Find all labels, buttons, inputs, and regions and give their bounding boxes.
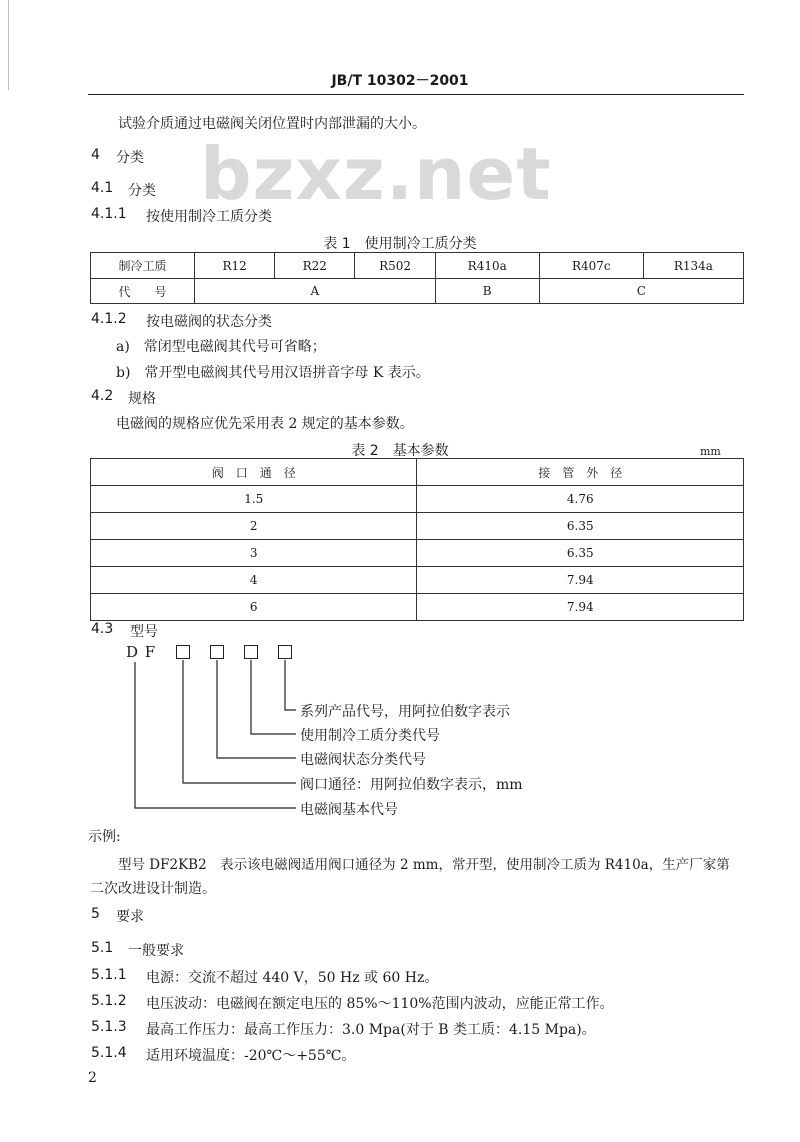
section-4-1-1-title: 按使用制冷工质分类 [146, 209, 272, 225]
section-5-1-2-number: 5.1.2 [91, 993, 127, 1009]
table1-row1-label: 制冷工质 [91, 253, 195, 279]
model-prefix: D F [126, 643, 157, 661]
section-4-1-1-number: 4.1.1 [91, 206, 127, 222]
intro-line: 试验介质通过电磁阀关闭位置时内部泄漏的大小。 [118, 116, 426, 132]
watermark: bzxz.net [200, 132, 552, 216]
table2-cell: 2 [91, 513, 417, 540]
leader-base [135, 662, 296, 808]
section-5-1-1-number: 5.1.1 [91, 967, 127, 983]
section-4-1-title: 分类 [128, 183, 156, 199]
section-5-1-1-text: 电源：交流不超过 440 V，50 Hz 或 60 Hz。 [146, 970, 439, 986]
list-item-a: a) 常闭型电磁阀其代号可省略； [116, 339, 326, 355]
section-5-number: 5 [91, 906, 100, 922]
leader-bore [183, 660, 296, 783]
list-item-b: b) 常开型电磁阀其代号用汉语拼音字母 K 表示。 [116, 365, 430, 381]
model-label-state: 电磁阀状态分类代号 [300, 752, 426, 768]
model-label-series: 系列产品代号，用阿拉伯数字表示 [300, 704, 510, 720]
table2-cell: 3 [91, 540, 417, 567]
table2-cell: 7.94 [417, 567, 744, 594]
table2-header: 阀 口 通 径 [91, 459, 417, 486]
section-4-2-text: 电磁阀的规格应优先采用表 2 规定的基本参数。 [116, 416, 414, 432]
section-5-1-number: 5.1 [91, 940, 114, 956]
table1-cell: R410a [435, 253, 539, 279]
table1-cell: A [195, 279, 436, 304]
model-label-bore: 阀口通径：用阿拉伯数字表示，mm [300, 777, 523, 793]
section-5-1-4-number: 5.1.4 [91, 1045, 127, 1061]
section-5-1-title: 一般要求 [128, 943, 184, 959]
table2-cell: 1.5 [91, 486, 417, 513]
leader-state [217, 660, 296, 758]
table1-cell: R134a [643, 253, 743, 279]
section-4-3-number: 4.3 [91, 621, 114, 637]
table1-cell: R502 [355, 253, 435, 279]
example-label: 示例: [88, 829, 121, 845]
section-4-2-number: 4.2 [91, 388, 114, 404]
section-4-1-2-title: 按电磁阀的状态分类 [146, 314, 272, 330]
table1-cell: B [435, 279, 539, 304]
example-line-1: 型号 DF2KB2 表示该电磁阀适用阀口通径为 2 mm，常开型，使用制冷工质为 R410a，生产厂家第 [118, 857, 730, 873]
section-4-title: 分类 [116, 150, 144, 166]
standard-header: JB/T 10302－2001 [331, 73, 469, 89]
section-4-number: 4 [91, 147, 100, 163]
page-number: 2 [88, 1070, 97, 1086]
leader-series [285, 660, 296, 710]
table2-caption: 表 2 基本参数 [351, 443, 449, 459]
table1-caption: 表 1 使用制冷工质分类 [323, 236, 477, 252]
table2-cell: 6.35 [417, 540, 744, 567]
table2-unit: mm [700, 445, 721, 458]
model-label-base: 电磁阀基本代号 [300, 802, 398, 818]
table1-cell: R407c [539, 253, 643, 279]
section-4-1-2-number: 4.1.2 [91, 311, 127, 327]
table2-cell: 4 [91, 567, 417, 594]
section-4-3-title: 型号 [130, 624, 158, 640]
section-5-1-3-number: 5.1.3 [91, 1019, 127, 1035]
section-5-1-2-text: 电压波动：电磁阀在额定电压的 85%～110%范围内波动，应能正常工作。 [146, 996, 614, 1012]
table2-cell: 7.94 [417, 594, 744, 621]
section-5-1-3-text: 最高工作压力：最高工作压力：3.0 Mpa(对于 B 类工质：4.15 Mpa)。 [146, 1022, 596, 1038]
table1-row2-label: 代 号 [91, 279, 195, 304]
table2-cell: 4.76 [417, 486, 744, 513]
table1-cell: R22 [275, 253, 355, 279]
table2-cell: 6 [91, 594, 417, 621]
section-4-2-title: 规格 [128, 391, 156, 407]
table1-cell: R12 [195, 253, 275, 279]
section-4-1-number: 4.1 [91, 180, 114, 196]
model-label-refrigerant: 使用制冷工质分类代号 [300, 728, 440, 744]
section-5-1-4-text: 适用环境温度：-20℃～+55℃。 [146, 1048, 356, 1064]
leader-refrigerant [251, 660, 296, 734]
table2-header: 接 管 外 径 [417, 459, 744, 486]
example-line-2: 二次改进设计制造。 [90, 881, 216, 897]
table2-cell: 6.35 [417, 513, 744, 540]
table1-cell: C [539, 279, 743, 304]
section-5-title: 要求 [116, 909, 144, 925]
